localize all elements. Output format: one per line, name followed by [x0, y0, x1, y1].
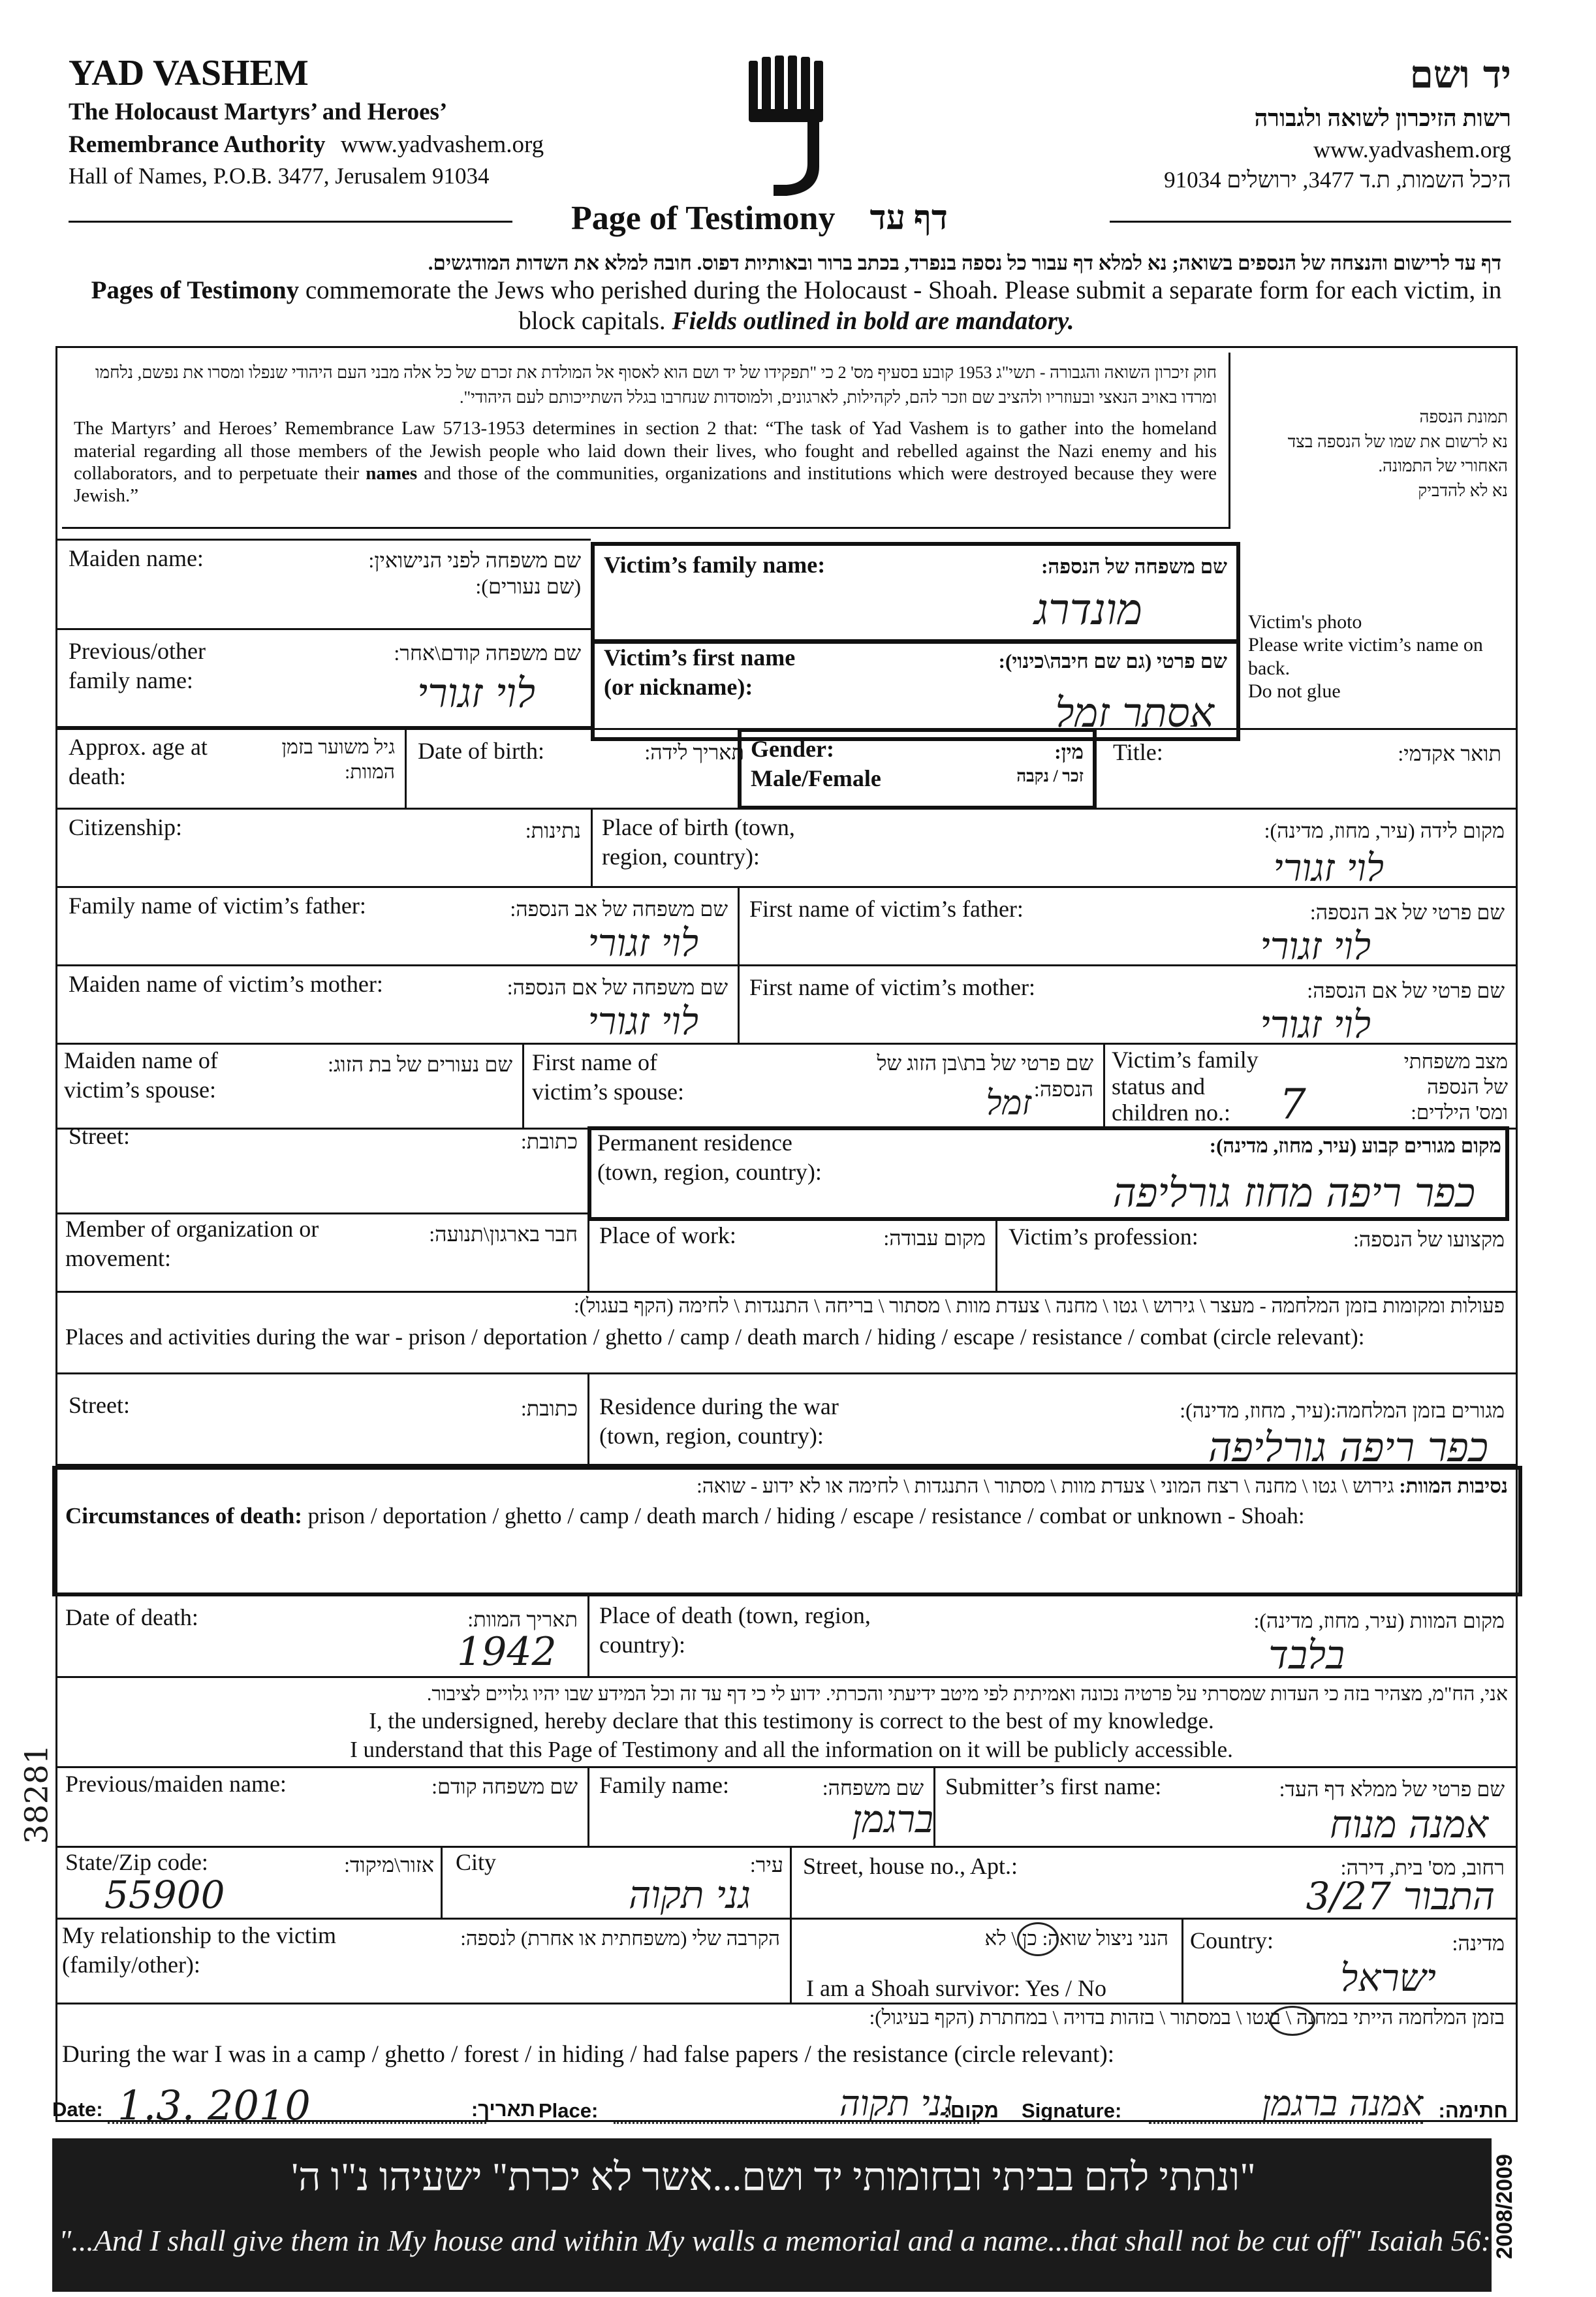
- date-of-death-value: 1942: [457, 1629, 557, 1675]
- date-label: Date:: [52, 2098, 103, 2121]
- organization-label: [65, 1214, 319, 1273]
- victim-first-name-label: [604, 643, 795, 702]
- org-website: www.yadvashem.org: [340, 131, 544, 158]
- country-value: ישראל: [1340, 1956, 1436, 2000]
- age-he-1: גיל משוער בזמן: [281, 737, 395, 758]
- place-value[interactable]: גני תקוה: [839, 2083, 953, 2124]
- rel-en-2: (family/other):: [62, 1952, 200, 1978]
- submitter-previous-name-label-he: שם משפחה קודם:: [431, 1775, 578, 1798]
- survivor-label-he: הנני ניצול שואה: כן \ לא: [984, 1927, 1168, 1950]
- spouse-first-name-label: [532, 1048, 684, 1107]
- header-rule-left: [69, 221, 512, 223]
- city-label: City: [456, 1849, 497, 1875]
- place-of-work-label: Place of work:: [599, 1222, 736, 1248]
- spfirst-he-1: שם פרטי של בת\בן הזוג של: [877, 1051, 1093, 1075]
- victim-family-name-label: Victim’s family name:: [604, 552, 826, 578]
- law-text-en: [74, 417, 1217, 507]
- street2-label: Street:: [69, 1392, 130, 1418]
- law-text-en-a: The Martyrs’ and Heroes’ Remembrance Law 5713-1953 determines in section 2 that: “The task of Yad Vashem is to gather into the homeland material regarding all those members of the Jewish people who laid down their lives, who fought and rebelled against the Nazi enemy and his collaborators, and to perpetuate their: [74, 418, 1217, 484]
- spmaid-en-2: victim’s spouse:: [64, 1077, 216, 1103]
- city-label-he: עיר:: [749, 1853, 783, 1877]
- circ-he-bold: נסיבות המוות:: [1399, 1474, 1508, 1497]
- org-authority: Remembrance Authority: [69, 131, 326, 158]
- mother-maiden-name-value: לוי זגורי: [587, 999, 698, 1043]
- org-divider-1: [587, 1221, 589, 1293]
- photo-he-3: נא לא להדביק: [1418, 481, 1508, 501]
- form-title-en: Page of Testimony: [571, 200, 836, 237]
- spouse-divider-1: [522, 1045, 524, 1130]
- place-label: Place:: [539, 2099, 599, 2122]
- previous-en-1: Previous/other: [69, 638, 206, 664]
- submitter-family-name-label-he: שם משפחה:: [822, 1776, 924, 1799]
- place-of-work-label-he: מקום עבודה:: [883, 1226, 986, 1250]
- mother-first-name-label-he: שם פרטי של אם הנספה:: [1307, 979, 1505, 1002]
- org-line2-en: [69, 131, 544, 159]
- sub-divider-1: [587, 1766, 589, 1848]
- signature-value[interactable]: אמנה ברגמן: [1262, 2083, 1423, 2124]
- age-divider: [405, 728, 407, 810]
- stat-he-2: של הנספה: [1427, 1075, 1508, 1098]
- permanent-residence-value: כפר ריפה מחוז גורליפה: [1112, 1169, 1475, 1216]
- family-status-label-he: [1358, 1049, 1508, 1125]
- org-line1-en: The Holocaust Martyrs’ and Heroes’: [69, 99, 448, 125]
- street-address-value: התבור 3/27: [1306, 1874, 1495, 1918]
- footer-quote-he: "ונתתי להם בביתי ובחומותי יד ושם...אשר לא יכרת" ישעיהו נ"ו ה': [291, 2155, 1256, 2198]
- gender-en-2: Male/Female: [751, 765, 881, 791]
- father-family-name-value: לוי זגורי: [587, 921, 698, 965]
- maiden-he-2: (שם נעורים):: [475, 575, 581, 598]
- maiden-he-1: שם משפחה לפני הנישואין:: [368, 548, 581, 572]
- profession-label: Victim’s profession:: [1009, 1224, 1198, 1250]
- perm-en-2: (town, region, country):: [597, 1159, 822, 1185]
- submitter-family-name-value: ברגמן: [852, 1797, 933, 1841]
- place-of-death-value: בלבד: [1268, 1632, 1345, 1678]
- activities-label: Places and activities during the war - prison / deportation / ghetto / camp / death march / hiding / escape / resistance / combat (circle relevant):: [65, 1324, 1365, 1350]
- rel-divider-1: [790, 1920, 792, 2004]
- family-status-label: [1112, 1047, 1259, 1126]
- org-address-en: Hall of Names, P.O.B. 3477, Jerusalem 91034: [69, 163, 490, 189]
- circumstances-label-he: [65, 1474, 1508, 1498]
- death-divider: [587, 1596, 589, 1678]
- victim-first-name-value: אסתר זמל: [1055, 689, 1214, 737]
- zip-code-label: State/Zip code:: [65, 1849, 208, 1875]
- spouse-maiden-name-label-he: שם נעורים של בת הזוג:: [328, 1053, 512, 1076]
- pob-en-2: region, country):: [602, 844, 760, 870]
- circ-en-rest: prison / deportation / ghetto / camp / death march / hiding / escape / resistance / combat or unknown - Shoah:: [307, 1503, 1305, 1529]
- intro-he: דף עד לרישום והנצחה של הנספים בשואה; נא למלא דף עבור כל נספה בנפרד, בכתב ברור ובאותיות דפוס. חובה למלא את השדות המודגשים.: [428, 251, 1501, 274]
- war-residence-value: כפר ריפה גורליפה: [1208, 1423, 1488, 1471]
- intro-en-text: commemorate the Jews who perished during the Holocaust - Shoah. Please submit a separate form for each victim, in block capitals.: [305, 276, 1502, 335]
- circ-he-rest: גירוש \ גטו \ מחנה \ רצח המוני \ צעדת מוות \ מסתור \ התנגדות \ לחימה או לא ידוע - שואה:: [696, 1474, 1394, 1497]
- age-en-1: Approx. age at: [69, 734, 208, 760]
- spouse-first-name-value: זמל: [986, 1084, 1031, 1123]
- photo-en-2: Please write victim’s name on back.: [1248, 634, 1483, 679]
- place-of-birth-label: [602, 813, 795, 872]
- photo-instructions-he: [1240, 405, 1508, 503]
- submitter-previous-name-label: Previous/maiden name:: [65, 1771, 287, 1797]
- place-of-birth-label-he: מקום לידה (עיר, מחוז, מדינה):: [1264, 819, 1505, 842]
- addr-divider-1: [441, 1848, 443, 1920]
- declaration-en-2: I understand that this Page of Testimony and all the information on it will be publicly accessible.: [350, 1737, 1233, 1762]
- date-of-death-label-he: תאריך המוות:: [467, 1608, 578, 1631]
- law-text-en-b: and those of the communities, organizations and institutions which were destroyed because they were Jewish.”: [74, 462, 1217, 507]
- spouse-divider-2: [1103, 1045, 1105, 1130]
- stat-en-1: Victim’s family: [1112, 1047, 1259, 1073]
- mother-divider: [738, 966, 740, 1045]
- war-res-en-2: (town, region, country):: [599, 1423, 824, 1449]
- place-of-death-label: [599, 1601, 871, 1660]
- war-residence-label-he: מגורים בזמן המלחמה:(עיר, מחוז, מדינה):: [1180, 1399, 1505, 1422]
- footer-quote-en: "...And I shall give them in My house and within My walls a memorial and a name...that shall not be cut off" Isaiah 56:5: [59, 2224, 1507, 2257]
- signature-line: [52, 2082, 1514, 2134]
- circumstances-label: [65, 1503, 1508, 1529]
- form-title-he: דף עד: [869, 200, 948, 237]
- side-number: 38281: [18, 1744, 55, 1845]
- father-family-name-label: Family name of victim’s father:: [69, 893, 366, 919]
- form-title: [571, 199, 948, 238]
- declaration-he: אני, הח"מ, מצהיר בזה כי העדות שמסרתי על פרטיה נכונה ואמיתית לפי מיטב ידיעתי והכרתי. ידוע לי כי דף עד זה וכל המידע שבו יהיו גלויים לציבור.: [426, 1683, 1508, 1705]
- rel-en-1: My relationship to the victim: [62, 1922, 336, 1948]
- spmaid-en-1: Maiden name of: [64, 1047, 218, 1073]
- war-res-divider: [587, 1374, 589, 1466]
- street-address-label-he: רחוב, מס' בית, דירה:: [1340, 1856, 1505, 1879]
- gender-en-1: Gender:: [751, 736, 834, 762]
- father-first-name-label: First name of victim’s father:: [749, 896, 1024, 922]
- survivor-yes-circle: [1017, 1922, 1059, 1956]
- title-label: Title:: [1113, 739, 1163, 765]
- cit-divider: [591, 810, 593, 888]
- street-label: Street:: [69, 1123, 130, 1149]
- family-status-value: 7: [1279, 1081, 1306, 1129]
- law-text-en-names: names: [366, 462, 418, 484]
- father-first-name-value: לוי זגורי: [1260, 924, 1371, 968]
- previous-en-2: family name:: [69, 667, 193, 693]
- street2-label-he: כתובת:: [520, 1397, 578, 1420]
- stat-he-3: ומס' הילדים:: [1411, 1100, 1508, 1124]
- previous-name-label: [69, 637, 206, 695]
- victim-family-name-label-he: שם משפחה של הנספה:: [1041, 555, 1227, 578]
- yad-vashem-logo: [747, 55, 832, 199]
- law-text-he: חוק זיכרון השואה והגבורה - תשי"ג 1953 קובע בסעיף מס' 2 כי "תפקידו של יד ושם הוא לאסוף אל המולדת את זכרם של כל אלה מבני העם היהודי שנפלו ומסרו את נפשם, נלחמו ומרדו באויב הנאצי ובעוזריו ולהציב שם וזכר להם, לקהילות, לארגונים, ולמוסדות שנחרבו בגלל השתייכותם לעם היהודי".: [95, 363, 1217, 407]
- profession-label-he: מקצועו של הנספה:: [1353, 1228, 1505, 1251]
- gender-label-he: [947, 739, 1084, 787]
- stat-en-2: status and: [1112, 1073, 1205, 1100]
- submitter-first-name-label-he: שם פרטי של ממלא דף העד:: [1279, 1777, 1505, 1801]
- previous-name-label-he: שם משפחה קודם\אחר:: [394, 641, 581, 665]
- age-label: [69, 733, 208, 791]
- pod-en-2: country):: [599, 1632, 685, 1658]
- submitter-first-name-value: אמנה מנוח: [1330, 1802, 1488, 1846]
- spfirst-en-1: First name of: [532, 1049, 657, 1075]
- law-section: [62, 353, 1230, 529]
- intro-en-mandatory: Fields outlined in bold are mandatory.: [672, 306, 1074, 335]
- age-he-2: המוות:: [344, 761, 395, 783]
- first-en-2: (or nickname):: [604, 674, 753, 700]
- street-address-label: Street, house no., Apt.:: [803, 1853, 1018, 1879]
- relationship-label: [62, 1921, 336, 1980]
- org-website-he: www.yadvashem.org: [1313, 136, 1511, 163]
- org-address-he: היכל השמות, ת.ד 3477, ירושלים 91034: [1164, 167, 1511, 193]
- citizenship-label: Citizenship:: [69, 814, 182, 840]
- photo-en-1: Victim's photo: [1248, 611, 1362, 633]
- country-label-he: מדינה:: [1452, 1931, 1505, 1955]
- gender-he-2: זכר / נקבה: [1016, 767, 1084, 786]
- father-family-name-label-he: שם משפחה של אב הנספה:: [510, 897, 728, 921]
- intro-en: [85, 276, 1508, 337]
- zip-code-value: 55900: [104, 1873, 225, 1917]
- father-divider: [738, 888, 740, 966]
- place-label-he: מקום:: [943, 2099, 999, 2122]
- photo-he-2: נא לרשום את שמו של הנספה בצד האחורי של התמונה.: [1287, 432, 1508, 476]
- signature-label: Signature:: [1022, 2099, 1122, 2122]
- camp-circle: [1270, 2006, 1315, 2036]
- age-label-he: [255, 735, 395, 784]
- gender-label: [751, 735, 881, 793]
- mother-first-name-label: First name of victim’s mother:: [749, 974, 1035, 1000]
- signature-label-he: חתימה:: [1438, 2099, 1508, 2122]
- title-label-he: תואר אקדמי:: [1398, 742, 1501, 765]
- declaration-en-1: I, the undersigned, hereby declare that this testimony is correct to the best of my knowledge.: [369, 1708, 1214, 1734]
- organization-label-he: חבר בארגון\תנועה:: [429, 1222, 578, 1246]
- org-en-1: Member of organization or: [65, 1216, 319, 1242]
- photo-en-3: Do not glue: [1248, 680, 1341, 703]
- org-title-he: יד ושם: [1409, 52, 1511, 97]
- victim-family-name-value: מונדרג: [1034, 584, 1142, 635]
- city-value: גני תקוה: [629, 1873, 751, 1917]
- photo-instructions-en: [1248, 610, 1509, 703]
- zip-code-label-he: אזור\מיקוד:: [344, 1853, 434, 1877]
- stat-en-3: children no.:: [1112, 1100, 1230, 1126]
- date-label-he: תאריך:: [471, 2098, 535, 2121]
- first-en-1: Victim’s first name: [604, 644, 796, 671]
- form-code: 2008/2009: [1492, 2154, 1517, 2259]
- mother-first-name-value: לוי זגורי: [1260, 1002, 1371, 1047]
- during-war-label-he: בזמן המלחמה הייתי במחנה \ בגטו \ במסתור \ בזהות בדויה \ במחתרת (הקף בעיגול):: [869, 2006, 1505, 2029]
- mother-maiden-name-label-he: שם משפחה של אם הנספה:: [507, 975, 728, 999]
- mother-maiden-name-label: Maiden name of victim’s mother:: [69, 971, 383, 997]
- maiden-name-label-he: [313, 547, 581, 599]
- spfirst-en-2: victim’s spouse:: [532, 1079, 684, 1105]
- survivor-label[interactable]: I am a Shoah survivor: Yes / No: [806, 1975, 1106, 2001]
- age-en-2: death:: [69, 763, 126, 789]
- spfirst-he-2: הנספה:: [1033, 1077, 1093, 1101]
- org-en-2: movement:: [65, 1245, 171, 1271]
- intro-en-bold: Pages of Testimony: [91, 276, 300, 304]
- during-war-label: During the war I was in a camp / ghetto / forest / in hiding / had false papers / the resistance (circle relevant):: [62, 2041, 1115, 2068]
- submitter-family-name-label: Family name:: [599, 1772, 729, 1798]
- war-residence-label: [599, 1392, 839, 1451]
- stat-he-1: מצב משפחתי: [1403, 1050, 1508, 1073]
- circ-en-bold: Circumstances of death:: [65, 1503, 302, 1529]
- citizenship-label-he: נתינות:: [525, 819, 581, 842]
- org-line1-he: רשות הזיכרון לשואה ולגבורה: [1254, 105, 1511, 131]
- permanent-residence-label-he: מקום מגורים קבוע (עיר, מחוז, מדינה):: [1209, 1134, 1501, 1157]
- photo-he-1: תמונת הנספה: [1419, 407, 1508, 426]
- previous-name-value: לוי זגורי: [416, 669, 535, 717]
- victim-first-name-label-he: שם פרטי (גם שם חיבה\כינוי):: [998, 650, 1227, 673]
- dob-label-he: תאריך לידה:: [644, 740, 744, 764]
- place-of-death-label-he: מקום המוות (עיר, מחוז, מדינה):: [1253, 1609, 1505, 1632]
- pod-en-1: Place of death (town, region,: [599, 1602, 871, 1628]
- pob-en-1: Place of birth (town,: [602, 814, 795, 840]
- dob-label: Date of birth:: [418, 738, 544, 764]
- country-label: Country:: [1190, 1927, 1274, 1954]
- sub-divider-2: [933, 1766, 935, 1848]
- maiden-name-label: Maiden name:: [69, 545, 204, 571]
- gender-he-1: מין:: [1054, 740, 1084, 763]
- submitter-first-name-label: Submitter’s first name:: [945, 1773, 1162, 1799]
- date-of-death-label: Date of death:: [65, 1604, 198, 1630]
- permanent-residence-label: [597, 1128, 822, 1187]
- rel-divider-2: [1181, 1920, 1183, 2004]
- org-divider-2: [995, 1221, 997, 1293]
- street-label-he: כתובת:: [520, 1130, 578, 1153]
- relationship-label-he: הקרבה שלי (משפחתית או אחרת) לנספה:: [460, 1927, 780, 1950]
- header-rule-right: [1110, 221, 1511, 223]
- father-first-name-label-he: שם פרטי של אב הנספה:: [1309, 900, 1505, 924]
- date-value[interactable]: 1.3. 2010: [117, 2082, 311, 2129]
- spouse-maiden-name-label: [64, 1046, 218, 1105]
- activities-label-he: פעולות ומקומות בזמן המלחמה - מעצר \ גירוש \ גטו \ מחנה \ צעדת מוות \ מסתור \ בריחה \ התנגדות \ לחימה (הקף בעגול):: [574, 1294, 1505, 1317]
- place-of-birth-value: לוי זגורי: [1273, 846, 1384, 890]
- addr-divider-2: [790, 1848, 792, 1920]
- org-title-en: YAD VASHEM: [69, 53, 309, 93]
- war-res-en-1: Residence during the war: [599, 1393, 839, 1419]
- perm-en-1: Permanent residence: [597, 1130, 792, 1156]
